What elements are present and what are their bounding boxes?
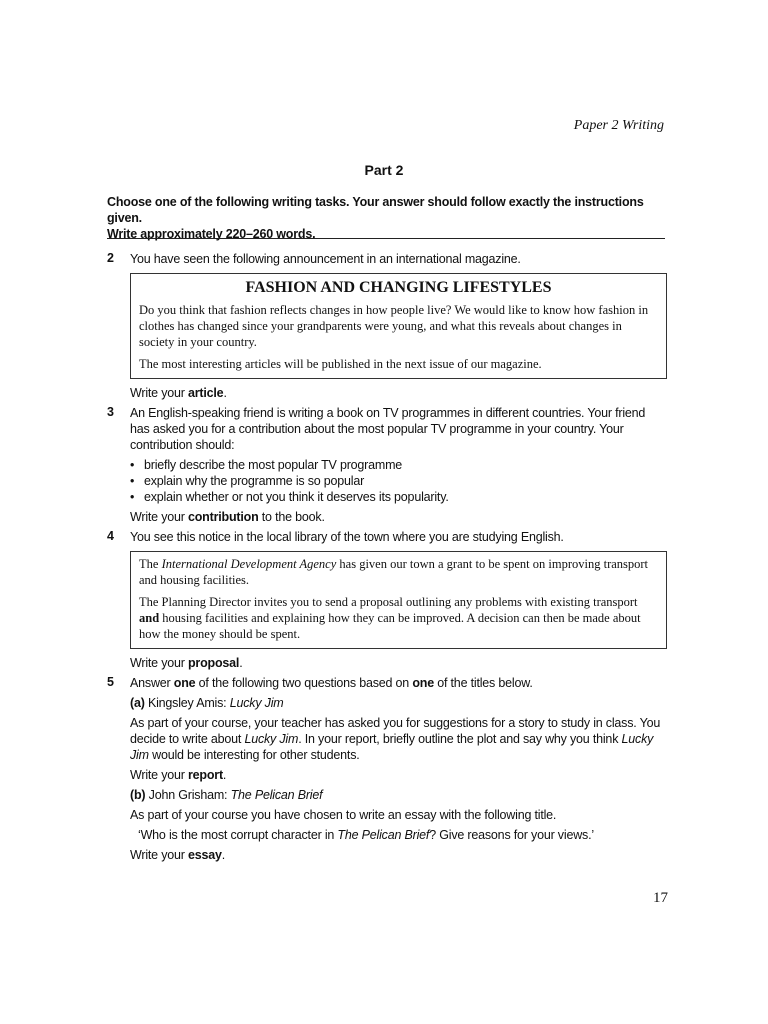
task-type: proposal [188,656,240,670]
write-text: . [222,768,227,782]
paper-header: Paper 2 Writing [573,118,664,133]
instr-text: Choose [107,195,155,209]
task-type: contribution [188,510,259,524]
agency-name: International Development Agency [161,557,337,571]
notice-emphasis: and [139,611,160,625]
quote-text: ? Give reasons for your views.’ [429,828,594,842]
question-5 [107,675,667,863]
option-text: . In your report, briefly outline the plot and say why you think [298,732,622,746]
page-number: 17 [653,890,668,906]
option-label: (b) [130,788,146,802]
prompt-text: of the titles below. [433,676,533,690]
option-a-text [130,715,667,763]
prompt-emphasis: one [173,676,196,690]
announcement-text: Do you think that fashion reflects changes in how people live? We would like to know how fashion in clothes has changed since your grandparents were young, and what this reveals about changes in society in your country. [139,303,649,349]
question-2 [107,251,667,401]
announcement-title: FASHION AND CHANGING LIFESTYLES [245,279,552,296]
notice-text-part: housing facilities and explaining how they can be improved. A decision can then be made about how the money should be spent. [139,611,641,641]
question-number: 4 [107,529,114,543]
book-title: Lucky Jim [229,696,284,710]
notice-text [139,556,658,588]
write-instruction [130,509,667,525]
word-count: 220–260 [225,227,273,241]
notice-text [139,594,658,642]
notice-text-part: has given our town a grant to be spent on improving transport and housing facilities. [139,557,649,587]
book-title: Lucky Jim [130,732,654,762]
question-number: 3 [107,405,114,419]
quote-text: ‘Who is the most corrupt character in [138,828,338,842]
book-author: John Grisham: [145,788,231,802]
notice-box [130,551,667,649]
question-number: 5 [107,675,114,689]
book-title: Lucky Jim [244,732,299,746]
announcement-box [130,273,667,379]
write-text: Write your [130,386,188,400]
write-text: . [239,656,243,670]
task-type: report [188,768,223,782]
option-text: As part of your course, your teacher has asked you for suggestions for a story to study in class. You decide to write about [130,716,661,746]
write-instruction [130,655,667,671]
prompt-text: Answer [130,676,174,690]
option-label: (a) [130,696,145,710]
task-instructions [107,194,667,242]
bullet-list [130,457,667,505]
write-text: Write your [130,656,188,670]
prompt-emphasis: one [412,676,434,690]
question-prompt: You see this notice in the local library of the town where you are studying English. [130,530,564,544]
write-text: Write your [130,848,188,862]
task-type: essay [188,848,222,862]
write-text: Write your [130,768,188,782]
task-type: article [188,386,224,400]
book-title: The Pelican Brief [337,828,430,842]
bullet-item: • briefly describe the most popular TV programme [130,457,667,473]
notice-text-part: The [139,557,162,571]
prompt-text: of the following two questions based on [195,676,413,690]
option-b-text: As part of your course you have chosen to write an essay with the following title. [130,808,557,822]
question-prompt: An English-speaking friend is writing a book on TV programmes in different countries. Your friend has asked you for a contribution about the most popular TV programme in your country. Your contribution should: [130,406,646,452]
question-number: 2 [107,251,114,265]
bullet-item: • explain whether or not you think it deserves its popularity. [130,489,667,505]
questions [107,251,667,867]
write-text: . [221,848,226,862]
question-4 [107,529,667,671]
write-instruction [130,767,667,783]
bullet-item: • explain why the programme is so popular [130,473,667,489]
instr-text: of the following writing tasks. Your answer should follow exactly the instructions given. [107,195,644,225]
option-text: would be interesting for other students. [148,748,360,762]
write-instruction [130,385,667,401]
notice-text-part: The Planning Director invites you to send a proposal outlining any problems with existing transport [139,595,638,609]
instr-text: words. [273,227,316,241]
divider [107,238,665,239]
announcement-text: The most interesting articles will be published in the next issue of our magazine. [139,357,542,371]
essay-title [130,827,667,843]
question-prompt [130,675,667,691]
book-author: Kingsley Amis: [144,696,230,710]
write-text: to the book. [258,510,325,524]
part-title: Part 2 [364,162,404,178]
option-a-heading [130,695,667,711]
write-text: . [223,386,227,400]
instr-emphasis: one [154,195,177,209]
question-3 [107,405,667,525]
write-instruction [130,847,667,863]
instr-text: Write approximately [107,227,226,241]
question-prompt: You have seen the following announcement in an international magazine. [130,252,521,266]
option-b-heading [130,787,667,803]
book-title: The Pelican Brief [230,788,323,802]
write-text: Write your [130,510,188,524]
